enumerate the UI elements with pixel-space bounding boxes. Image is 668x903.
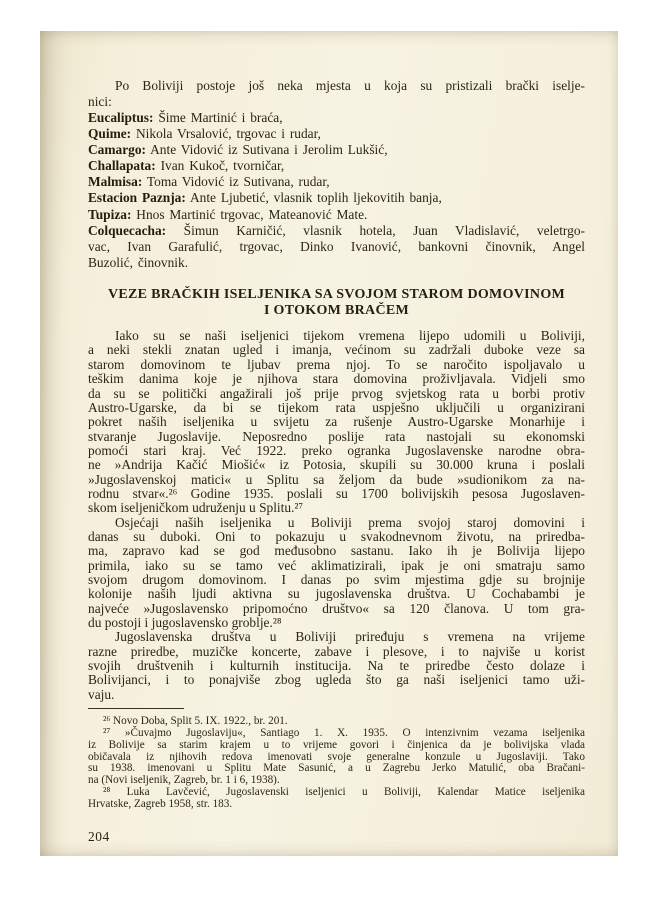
text-line: ²⁷ »Čuvajmo Jugoslaviju«, Santiago 1. X. 1935. O intenzivnim vezama iseljenika [103,726,585,739]
text-line: kolonije naših ljudi aktivna su jugoslavenska društva. U Cochabambi je [88,586,585,602]
text-line: skom iseljeničkom udruženju u Splitu.²⁷ [88,500,304,516]
text-line: pomoći stari kraj. Već 1922. preko ogranka Jugoslavenske narodne obra- [88,442,585,458]
body-paragraph-2 [88,516,585,631]
text-line: Camargo: Ante Vidović iz Sutivana i Jerolim Lukšić, [88,142,388,158]
text-line: du postoji i jugoslavensko groblje.²⁸ [88,615,282,630]
section-heading-line-1: VEZE BRAČKIH ISELJENIKA SA SVOJOM STAROM DOMOVINOM [107,286,566,302]
text-line: na (Novi iseljenik, Zagreb, br. 1 i 6, 1938). [88,774,280,787]
text-line: običavala iz njihovih redova imenovati svoje generalne konzule u Jugoslaviji. Tako [88,750,585,763]
text-line: primila, iako su se tamo već aklimatizirali, ipak je oni smatraju samo [88,557,585,573]
text-line: Tupiza: Hnos Martinić trgovac, Mateanović Mate. [88,206,368,222]
text-line: ma, zapravo kad se god međusobno sastanu. Iako ih je Bolivija lijepo [88,543,585,559]
place-name: Malmisa: [88,174,143,190]
section-heading-line-2: I OTOKOM BRAČEM [263,302,410,318]
text-line: vaju. [88,686,115,702]
text-line: razne priredbe, muzičke koncerte, zabave i plesove, i to najviše u korist [88,643,585,659]
place-name: Challapata: [88,158,156,174]
text-line: teškim danima koje je njihova stara domovina proživljavala. Vidjeli smo [88,371,585,387]
body-paragraph-3 [88,630,585,702]
text-line: Austro-Ugarske, da bi se tijekom rata uspješno uključili u organizirani [88,399,585,415]
text-line: svojom drugom domovinom. I danas po svim mjestima gdje su brojnije [88,571,585,587]
text-line: svojih društvenih i kulturnih institucija. Na te priredbe često dolaze i [88,658,585,674]
text-line: su 1938. imenovani u Splitu Mate Sasunić, a u Zagrebu Jerko Matulić, oba Bračani- [88,762,585,775]
text-line: rodnu stvar«.²⁶ Godine 1935. poslali su 1700 bolivijskih pesosa Jugoslaven- [88,485,585,501]
place-name: Quime: [88,126,132,142]
text-line: Malmisa: Toma Vidović iz Sutivana, rudar, [88,174,330,190]
page-number: 204 [88,828,110,844]
intro-paragraph [88,78,585,110]
text-line: Buzolić, činovnik. [88,254,189,270]
text-line: pokret naših iseljenika u svijetu za rušenje Austro-Ugarske Monarhije i [88,414,585,430]
place-name: Colquecacha: [88,222,167,238]
text-line: Colquecacha: Šimun Karničić, vlasnik hotela, Juan Vladislavić, veletrgo- [88,222,585,238]
text-line: »Jugoslavenskoj matici« u Splitu sa željom da bude »sudionikom za na- [88,471,585,487]
place-name: Camargo: [88,142,147,158]
place-name: Tupiza: [88,206,132,222]
footnote-27 [88,728,585,787]
section-heading [88,287,585,318]
text-line: a neki stekli znatan ugled i imanja, većinom su zadržali duboke veze sa [88,342,585,358]
page-text [88,78,585,845]
text-line: Eucaliptus: Šime Martinić i braća, [88,110,283,125]
text-line: ne »Andrija Kačić Miošić« iz Potosia, skupili su 30.000 kruna i poslali [88,457,585,473]
text-line: starom domovinom te ljubav prema njoj. To se naročito ispoljavalo u [88,356,585,372]
text-line: iz Bolivije sa starim krajem u to vrijeme govori i činjenica da je bolivijska vlada [88,738,585,751]
text-line: danas su duboki. Oni to pokazuju u svakodnevnom životu, na priredba- [88,528,585,544]
footnote-28 [88,787,585,811]
places-list [88,110,585,271]
text-line: vac, Ivan Garafulić, trgovac, Dinko Ivanović, bankovni činovnik, Angel [88,238,585,254]
text-line: da su se politički angažirali još prije prvog svjetskog rata u borbi protiv [88,385,585,401]
text-line: nici: [88,94,112,109]
footnote-rule [88,708,184,709]
text-line: Osjećaji naših iseljenika u Boliviji prema svojoj staroj domovini i [115,514,585,530]
text-line: ²⁶ Novo Doba, Split 5. IX. 1922., br. 201. [103,715,288,728]
text-line: Challapata: Ivan Kukoč, tvorničar, [88,158,285,174]
place-name: Estacion Paznja: [88,190,186,206]
text-line: Iako su se naši iseljenici tijekom vremena lijepo udomili u Boliviji, [115,328,585,344]
text-line: Estacion Paznja: Ante Ljubetić, vlasnik toplih ljekovitih banja, [88,190,442,206]
book-page [40,31,618,856]
text-line: ²⁸ Luka Lavčević, Jugoslavenski iseljenici u Boliviji, Kalendar Matice iseljenika [103,786,585,799]
text-line: Quime: Nikola Vrsalović, trgovac i rudar, [88,126,321,142]
text-line: Hrvatske, Zagreb 1958, str. 183. [88,797,233,810]
place-name: Eucaliptus: [88,110,154,125]
text-line: stvaranje Jugoslavije. Neposredno poslije rata nastojali su ekonomski [88,428,585,444]
text-line: Bolivijanci, i to ponajviše zbog ugleda što ga naši iseljenici tamo uži- [88,672,585,688]
footnotes [88,716,585,811]
text-line: Po Boliviji postoje još neka mjesta u koja su pristizali brački iselje- [115,78,585,93]
text-line: najveće »Jugoslavensko pripomoćno društvo« sa 120 članova. U tom gra- [88,600,585,616]
body-paragraph-1 [88,329,585,515]
text-line: Jugoslavenska društva u Boliviji priređuju s vremena na vrijeme [115,629,585,645]
